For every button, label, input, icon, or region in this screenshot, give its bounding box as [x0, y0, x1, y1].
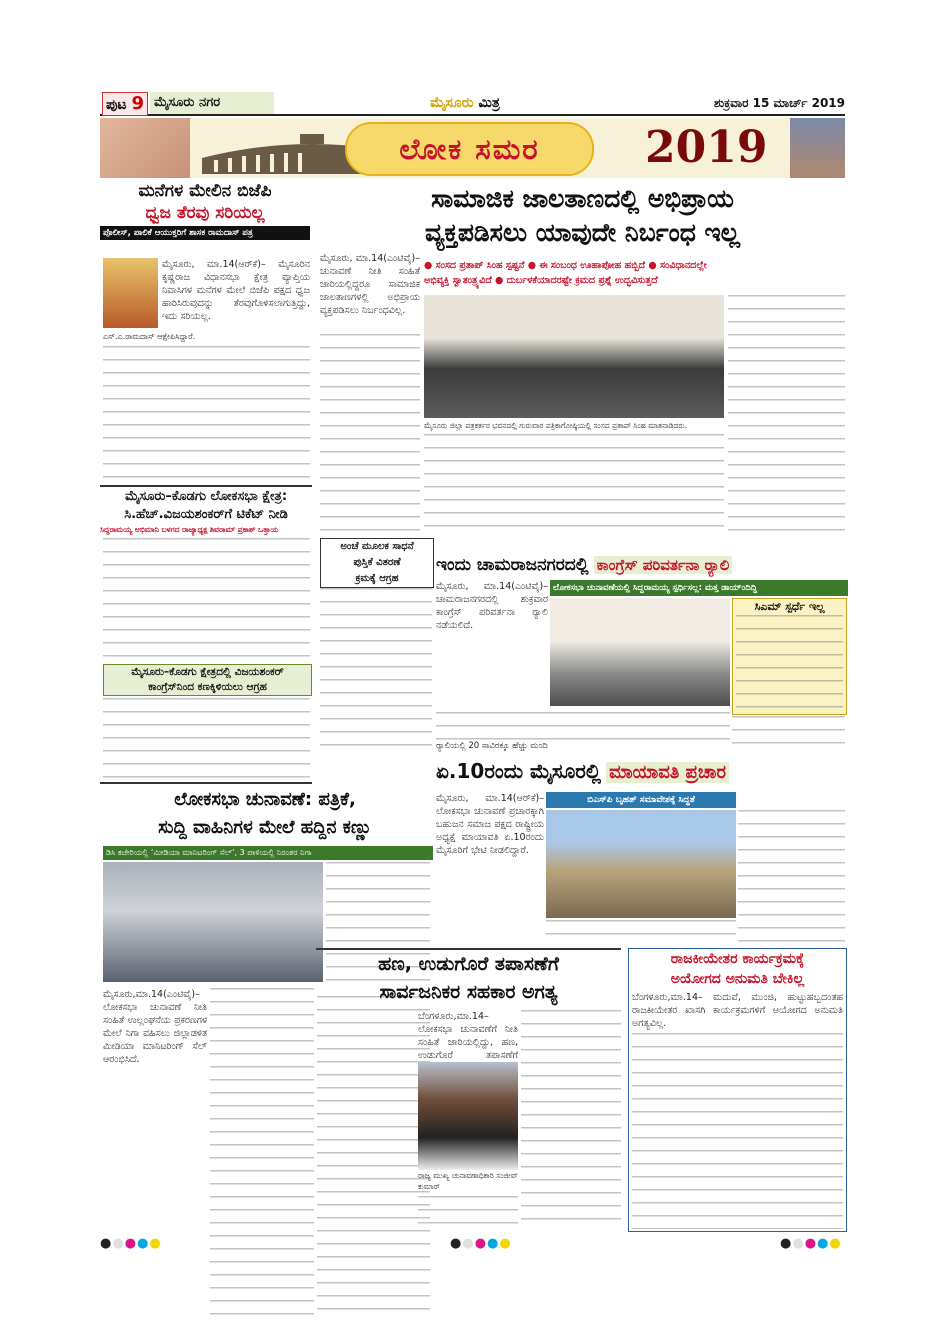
headline: ಇಂದು ಚಾಮರಾಜನಗರದಲ್ಲಿ — [436, 555, 589, 575]
headline: ಸುದ್ದಿ ವಾಹಿನಿಗಳ ಮೇಲೆ ಹದ್ದಿನ ಕಣ್ಣು — [158, 817, 372, 838]
author-photo — [103, 258, 158, 328]
inset-headline: ಕ್ರಮಕ್ಕೆ ಆಗ್ರಹ — [355, 573, 399, 584]
article-body: ಮೈಸೂರು, ಮಾ.14(ಆರ್‌ಕೆ)– ಲೋಕಸಭಾ ಚುನಾವಣೆ ಪ್ರಚಾರಕ್ಕಾಗಿ ಬಹುಜನ ಸಮಾಜ ಪಕ್ಷದ ರಾಷ್ಟ್ರೀಯ ಅಧ್ಯಕ್ಷೆ ಮಾಯಾವತಿ ಏ.10ರಂದು ಮೈಸೂರಿಗೆ ಭೇಟಿ ನೀಡಲಿದ್ದಾರೆ. — [436, 793, 544, 856]
article-press-monitor — [100, 786, 430, 842]
photo-caption: ಮೈಸೂರು ಜಿಲ್ಲಾ ಪತ್ರಕರ್ತರ ಭವನದಲ್ಲಿ ಗುರುವಾರ ಪತ್ರಿಕಾಗೋಷ್ಠಿಯಲ್ಲಿ ಸಂಸದ ಪ್ರತಾಪ್ ಸಿಂಹ ಮಾತನಾಡಿದರು. — [424, 421, 688, 430]
article-body: ಮೈಸೂರು, ಮಾ.14(ಎಂಟಿವೈ)– ಚುನಾವಣೆ ನೀತಿ ಸಂಹಿತೆ ಜಾರಿಯಲ್ಲಿದ್ದರೂ ಸಾಮಾಜಿಕ ಜಾಲತಾಣಗಳಲ್ಲಿ ಅಭಿಪ್ರಾಯ ವ್ಯಕ್ತಪಡಿಸಲು ನಿರ್ಬಂಧವಿಲ್ಲ. — [320, 253, 420, 316]
congress-leaders-photo — [550, 598, 730, 706]
crowd-image — [790, 118, 845, 178]
bsp-leaders-photo — [546, 810, 736, 918]
headline: ಧ್ವಜ ತೆರವು ಸರಿಯಲ್ಲ — [145, 203, 265, 223]
subhead-bar: ಡಿಸಿ ಕಚೇರಿಯಲ್ಲಿ ‘ಮೀಡಿಯಾ ಮಾನಿಟರಿಂಗ್ ಸೆಲ್’, 3 ಪಾಳಿಯಲ್ಲಿ ನಿರಂತರ ನಿಗಾ — [103, 846, 433, 860]
masthead — [430, 92, 550, 114]
article-bjp-flag — [100, 180, 310, 240]
headline: ವ್ಯಕ್ತಪಡಿಸಲು ಯಾವುದೇ ನಿರ್ಬಂಧ ಇಲ್ಲ — [425, 218, 740, 247]
article-text — [629, 1033, 846, 1229]
article-body: ಮೈಸೂರು, ಮಾ.14(ಆರ್‌ಕೆ)– ಮೈಸೂರಿನ ಕೃಷ್ಣರಾಜ ವಿಧಾನಸಭಾ ಕ್ಷೇತ್ರ ವ್ಯಾಪ್ತಿಯ ನಿವಾಸಿಗಳ ಮನೆಗಳ ಮೇಲೆ ಬಿಜೆಪಿ ಪಕ್ಷದ ಧ್ವಜ ಹಾರಿಸಿರುವುದನ್ನು ತೆರವುಗೊಳಿಸಲಾಗುತ್ತಿದ್ದು, ಇದು ಸರಿಯಲ್ಲ. — [162, 259, 310, 322]
bullet-line: ● ಸಂಸದ ಪ್ರತಾಪ್ ಸಿಂಹ ಸ್ಪಷ್ಟನೆ ● ಈ ಸಂಬಂಧ ಊಹಾಪೋಹ ಹಬ್ಬಿದೆ ● ಸಂವಿಧಾನದಲ್ಲೇ — [424, 260, 707, 271]
article-text — [738, 810, 845, 944]
divider — [100, 485, 312, 487]
headline: ಏ.10ರಂದು ಮೈಸೂರಲ್ಲಿ — [436, 759, 601, 783]
article-text — [317, 996, 430, 1318]
page-number-badge — [102, 92, 148, 116]
article-body: ಬೆಂಗಳೂರು,ಮಾ.14– ಲೋಕಸಭಾ ಚುನಾವಣೆಗೆ ನೀತಿ ಸಂಹಿತೆ ಜಾರಿಯಲ್ಲಿದ್ದು, ಹಣ, ಉಡುಗೊರೆ ತಪಾಸಣೆಗೆ — [418, 1011, 518, 1061]
section-name: ಮೈಸೂರು ನಗರ — [150, 92, 274, 114]
article-text — [728, 295, 845, 535]
election-banner — [100, 118, 845, 178]
subhead: ಸಿದ್ದರಾಮಯ್ಯ ಅಭಿಮಾನಿ ಬಳಗದ ರಾಜ್ಯಾಧ್ಯಕ್ಷ ಶಿವರಾಮ್ ಪ್ರಕಾಶ್ ಒತ್ತಾಯ — [100, 525, 279, 534]
media-cell-photo — [103, 862, 323, 982]
box-headline: ಕಾಂಗ್ರೆಸ್‌ನಿಂದ ಕಣಕ್ಕಿಳಿಯಲು ಆಗ್ರಹ — [148, 681, 267, 693]
press-meet-photo — [424, 295, 724, 418]
side-box-headline: ಸಿಎಮ್ ಸ್ಪರ್ಧೆ ಇಲ್ಲ — [754, 600, 825, 613]
headline: ಮನೆಗಳ ಮೇಲಿನ ಬಿಜೆಪಿ — [138, 181, 272, 201]
article-text — [320, 334, 420, 534]
masthead-part-a: ಮೈಸೂರು — [430, 95, 474, 111]
photo-caption: ರಾಜ್ಯ ಮುಖ್ಯ ಚುನಾವಣಾಧಿಕಾರಿ ಸಂಜೀವ್ ಕುಮಾರ್ — [418, 1171, 518, 1191]
article-cash-check — [316, 950, 621, 1006]
inset-box — [320, 538, 434, 588]
headline: ಹಣ, ಉಡುಗೊರೆ ತಪಾಸಣೆಗೆ — [378, 953, 559, 975]
page-label: ಪುಟ — [106, 97, 127, 113]
article-text — [546, 920, 736, 944]
sub-bar: ಲೋಕಸಭಾ ಚುನಾವಣೆಯಲ್ಲಿ ಸಿದ್ದರಾಮಯ್ಯ ಸ್ಪರ್ಧಿಸಲ್ಲ: ಮತ್ತ ಡಾಯ್ಂದಿದ್ದಿ — [550, 580, 848, 596]
banner-title: ಲೋಕ ಸಮರ — [345, 122, 594, 176]
photo-caption: ಎಸ್.ಎ.ರಾಮದಾಸ್ ಆಕ್ಷೇಪಿಸಿದ್ದಾರೆ. — [103, 332, 196, 341]
headline: ಸಾಮಾಜಿಕ ಜಾಲತಾಣದಲ್ಲಿ ಅಭಿಪ್ರಾಯ — [431, 184, 734, 213]
article-text — [732, 716, 845, 752]
issue-date: ಶುಕ್ರವಾರ 15 ಮಾರ್ಚ್ 2019 — [713, 96, 845, 110]
banner-year: 2019 — [645, 122, 768, 173]
article-text — [103, 538, 310, 663]
page-number: 9 — [131, 93, 144, 114]
article-text — [424, 434, 724, 536]
subhead: ಪೊಲೀಸ್, ಪಾಲಿಕೆ ಆಯುಕ್ತರಿಗೆ ಶಾಸಕ ರಾಮದಾಸ್ ಪತ್ರ — [100, 226, 310, 240]
color-registration-marks: ●●●●● — [100, 1236, 162, 1251]
article-text — [320, 588, 432, 748]
voting-hands-image — [100, 118, 190, 178]
article-body: ಬೆಂಗಳೂರು,ಮಾ.14– ಮದುವೆ, ಮುಂಜಿ, ಹುಟ್ಟುಹಬ್ಬದಂತಹ ರಾಜಕೀಯೇತರ ಖಾಸಗಿ ಕಾರ್ಯಕ್ರಮಗಳಿಗೆ ಆಯೋಗದ ಅನುಮತಿ ಅಗತ್ಯವಿಲ್ಲ. — [632, 992, 843, 1029]
inset-headline: ಅಂಚೆ ಮೂಲಕ ಸಾಧನೆ — [340, 541, 414, 552]
headline: ರಾಜಕೀಯೇತರ ಕಾರ್ಯಕ್ರಮಕ್ಕೆ — [670, 951, 805, 967]
headline-highlight: ಮಾಯಾವತಿ ಪ್ರಚಾರ — [606, 762, 729, 783]
side-box-text — [733, 615, 846, 711]
color-registration-marks: ●●●●● — [450, 1236, 512, 1251]
bullet-points — [424, 258, 845, 290]
article-body: ಮೈಸೂರು,ಮಾ.14(ಎಂಟಿವೈ)– ಲೋಕಸಭಾ ಚುನಾವಣೆ ನೀತಿ ಸಂಹಿತೆ ಉಲ್ಲಂಘನೆಯ ಪ್ರಕರಣಗಳ ಮೇಲೆ ನಿಗಾ ವಹಿಸಲು ಜಿಲ್ಲಾಡಳಿತ ಮೀಡಿಯಾ ಮಾನಿಟರಿಂಗ್ ಸೆಲ್ ಆರಂಭಿಸಿದೆ. — [103, 989, 207, 1065]
article-text: ರ‍್ಯಾಲಿಯಲ್ಲಿ 20 ಸಾವಿರಕ್ಕೂ ಹೆಚ್ಚು ಮಂದಿ — [436, 741, 548, 751]
divider — [100, 782, 312, 784]
side-box — [732, 598, 847, 715]
box-headline: ಮೈಸೂರು–ಕೊಡಗು ಕ್ಷೇತ್ರದಲ್ಲಿ ವಿಜಯಶಂಕರ್ — [131, 666, 284, 678]
article-text — [521, 1010, 621, 1230]
headline: ಲೋಕಸಭಾ ಚುನಾವಣೆ: ಪತ್ರಿಕೆ, — [174, 789, 356, 810]
masthead-part-b: ಮಿತ್ರ — [478, 95, 500, 111]
highlight-box — [103, 664, 312, 696]
article-text — [103, 346, 310, 482]
article-permission — [628, 948, 847, 1232]
article-text — [210, 988, 314, 1318]
article-social-media — [320, 182, 845, 250]
headline: ಸಾರ್ವಜನಿಕರ ಸಹಕಾರ ಅಗತ್ಯ — [379, 981, 558, 1003]
article-vijayashankar — [100, 488, 312, 536]
headline: ಮೈಸೂರು–ಕೊಡಗು ಲೋಕಸಭಾ ಕ್ಷೇತ್ರ: — [124, 489, 288, 504]
headline-highlight: ಕಾಂಗ್ರೆಸ್ ಪರಿವರ್ತನಾ ರ‍್ಯಾಲಿ — [594, 556, 733, 574]
article-mayawati-head — [436, 756, 845, 786]
inset-headline: ಪುಸ್ತಿಕೆ ವಿತರಣೆ — [353, 557, 401, 568]
article-body: ಮೈಸೂರು, ಮಾ.14(ಎಂಟಿವೈ)– ಚಾಮರಾಜನಗರದಲ್ಲಿ ಶುಕ್ರವಾರ ಕಾಂಗ್ರೆಸ್ ಪರಿವರ್ತನಾ ರ‍್ಯಾಲಿ ನಡೆಯಲಿದೆ. — [436, 581, 548, 631]
article-text — [103, 698, 310, 778]
official-photo — [418, 1062, 518, 1170]
color-registration-marks: ●●●●● — [780, 1236, 842, 1251]
headline: ಸಿ.ಹೆಚ್.ವಿಜಯಶಂಕರ್‌ಗೆ ಟಿಕೆಟ್ ನೀಡಿ — [124, 507, 288, 522]
bullet-line: ಅಭಿವ್ಯಕ್ತಿ ಸ್ವಾತಂತ್ರ್ಯವಿದೆ ● ದುರ್ಬಳಕೆಯಾದರಷ್ಟೇ ಕ್ರಮದ ಪ್ರಶ್ನೆ ಉದ್ಭವಿಸುತ್ತದೆ — [424, 275, 658, 286]
headline: ಅಯೋಗದ ಅನುಮತಿ ಬೇಕಿಲ್ಲ — [670, 971, 805, 987]
sub-bar: ಬಿಎಸ್‌ಪಿ ಬೃಹತ್ ಸಮಾವೇಶಕ್ಕೆ ಸಿದ್ಧತೆ — [546, 792, 736, 808]
article-text — [418, 1196, 518, 1232]
article-chamarajanagar-head — [436, 552, 845, 578]
